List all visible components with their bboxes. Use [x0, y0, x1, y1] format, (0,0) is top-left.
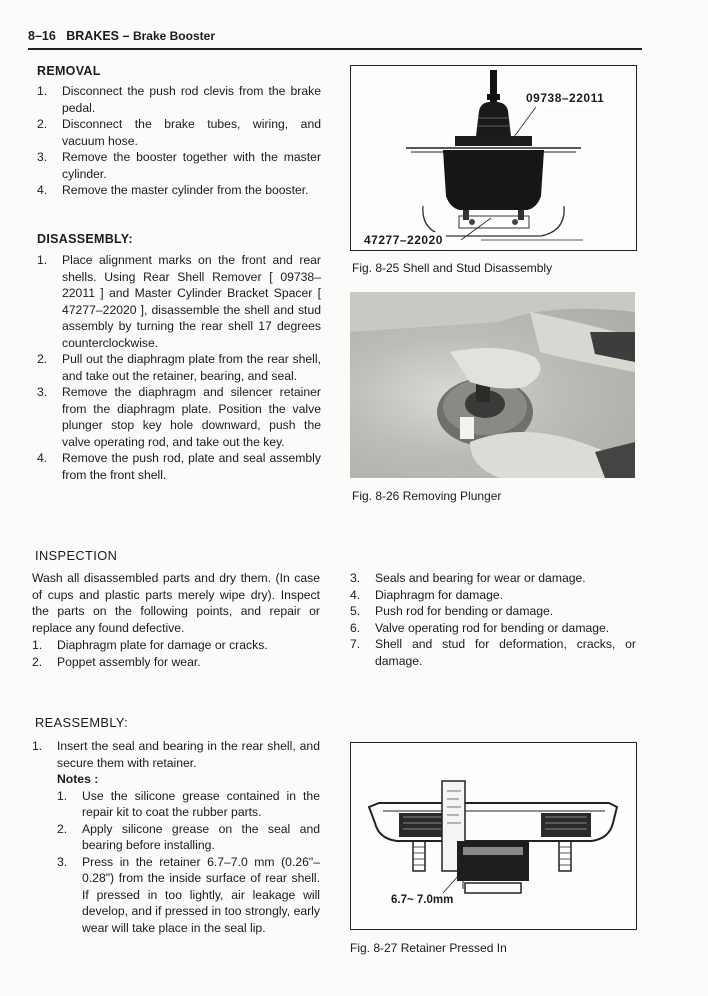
list-item: 6. Valve operating rod for bending or damage.	[350, 620, 610, 635]
list-item: 3. Remove the diaphragm and silencer retainer from the diaphragm plate. Position the valve plunger stop key hole downward, push the valve operating rod, and take out the key.	[37, 385, 321, 449]
reassembly-item	[32, 738, 320, 936]
section-title: BRAKES	[66, 29, 120, 43]
figure-caption: Fig. 8-25 Shell and Stud Disassembly	[352, 261, 553, 275]
disassembly-heading: DISASSEMBLY:	[37, 232, 133, 246]
inspection-heading: INSPECTION	[35, 548, 118, 563]
list-item: 7. Shell and stud for deformation, cracks, or damage.	[350, 637, 636, 668]
part-number-remover: 09738–22011	[523, 90, 607, 107]
note-item: 3. Press in the retainer 6.7–7.0 mm (0.26"–0.28") from the inside surface of rear shell. If pressed in too lightly, air leakage will develop, and if pressed in too strongly, early wear will take place in the seal lip.	[57, 854, 320, 935]
subsection-title: Brake Booster	[132, 29, 215, 43]
figure-caption: Fig. 8-27 Retainer Pressed In	[350, 941, 507, 955]
inspection-list-right	[350, 570, 636, 669]
page-header	[28, 28, 215, 45]
list-item: 1. Insert the seal and bearing in the rear shell, and secure them with retainer.	[32, 739, 320, 770]
note-item: 2. Apply silicone grease on the seal and bearing before installing.	[57, 821, 320, 852]
disassembly-list	[37, 252, 321, 483]
photo-removing-plunger	[350, 292, 635, 478]
removal-list	[37, 83, 321, 199]
list-item: 1. Place alignment marks on the front and rear shells. Using Rear Shell Remover [ 09738–22011 ] and Master Cylinder Bracket Spacer [ 47277–22020 ], disassemble the shell and stud assembly by turning the rear shell 17 degrees counterclockwise.	[37, 253, 321, 350]
header-rule	[28, 48, 642, 50]
reassembly-heading: REASSEMBLY:	[35, 715, 129, 730]
inspection-list-left	[32, 637, 320, 670]
dimension-label: 6.7~ 7.0mm	[391, 894, 454, 906]
notes-label: Notes :	[57, 772, 99, 786]
list-item: 3. Remove the booster together with the master cylinder.	[37, 150, 321, 181]
hands-plunger-illustration	[350, 292, 635, 478]
notes-list	[32, 788, 320, 937]
page-number: 8–16	[28, 29, 56, 43]
header-dash: –	[122, 29, 130, 43]
list-item: 4. Remove the push rod, plate and seal assembly from the front shell.	[37, 451, 321, 482]
note-item: 1. Use the silicone grease contained in the repair kit to coat the rubber parts.	[57, 788, 320, 819]
figure-retainer-pressed-in	[350, 742, 637, 930]
figure-caption: Fig. 8-26 Removing Plunger	[352, 489, 502, 503]
removal-heading: REMOVAL	[37, 64, 101, 78]
list-item: 2. Disconnect the brake tubes, wiring, and vacuum hose.	[37, 117, 321, 148]
figure-shell-stud-disassembly	[350, 65, 637, 251]
list-item: 5. Push rod for bending or damage.	[350, 604, 554, 618]
inspection-intro: Wash all disassembled parts and dry them. (In case of cups and plastic parts merely wipe dry). Inspect the parts on the following points, and repair or replace any found defective.	[32, 571, 320, 635]
list-item: 1. Diaphragm plate for damage or cracks.	[32, 638, 268, 652]
list-item: 2. Poppet assembly for wear.	[32, 654, 201, 669]
list-item: 4. Diaphragm for damage.	[350, 587, 504, 602]
list-item: 1. Disconnect the push rod clevis from the brake pedal.	[37, 84, 321, 115]
list-item: 3. Seals and bearing for wear or damage.	[350, 571, 586, 585]
part-number-spacer: 47277–22020	[361, 232, 446, 249]
list-item: 2. Pull out the diaphragm plate from the rear shell, and take out the retainer, bearing, and seal.	[37, 352, 321, 383]
list-item: 4. Remove the master cylinder from the booster.	[37, 183, 309, 197]
